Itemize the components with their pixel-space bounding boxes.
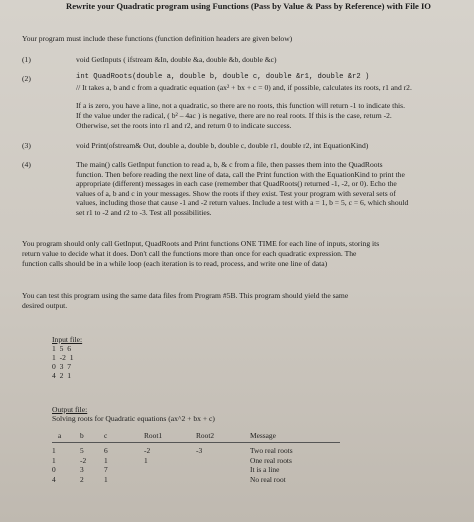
main-desc-line: appropriate (different) messages in each case (remember that QuadRoots() returned -1, -2, or 0). Echo the <box>76 179 397 188</box>
main-desc-line: values, including those that cause -1 and -2 return values. Include a test with a = 1, b = 5, c = 6, which should <box>76 198 409 207</box>
table-cell: 0 <box>52 465 56 475</box>
table-cell: 1 <box>52 455 56 465</box>
table-cell: 1 <box>104 474 108 484</box>
table-cell: Two real roots <box>250 446 293 455</box>
table-cell: 1 <box>104 455 108 465</box>
table-cell <box>196 475 250 485</box>
input-row: 1 5 6 <box>52 344 71 353</box>
table-cell: One real roots <box>250 455 292 465</box>
table-row <box>52 475 340 485</box>
column-header: c <box>104 430 144 443</box>
function-header-quadroots: int QuadRoots(double a, double b, double c, double &r1, double &r2 ) <box>76 73 370 81</box>
item-number: (2) <box>22 74 31 83</box>
table-cell <box>144 465 196 475</box>
input-file-label: Input file: <box>52 335 83 344</box>
table-cell: 4 <box>52 474 56 484</box>
paragraph-line: You can test this program using the same data files from Program #5B. This program should yield the same <box>22 291 349 300</box>
column-header: Root2 <box>196 430 250 443</box>
item-number: (4) <box>22 160 31 169</box>
item-number: (1) <box>22 55 31 64</box>
quadroots-desc-line: Otherwise, set the roots into r1 and r2, and return 0 to indicate success. <box>76 121 292 130</box>
table-header-row <box>52 430 340 443</box>
main-desc-line: The main() calls GetInput function to read a, b, & c from a file, then passes them into the QuadRoots <box>76 160 383 169</box>
table-row <box>52 443 340 456</box>
column-header: Message <box>250 430 340 443</box>
intro-text: Your program must include these functions (function definition headers are given below) <box>22 34 293 43</box>
table-cell: It is a line <box>250 465 280 475</box>
table-cell <box>196 456 250 466</box>
function-header-print: void Print(ofstream& Out, double a, double b, double c, double r1, double r2, int EquationKind) <box>76 141 369 150</box>
table-cell: 1 <box>52 446 56 455</box>
table-cell: 7 <box>104 465 108 475</box>
output-table <box>52 430 340 484</box>
input-row: 0 3 7 <box>52 362 71 371</box>
input-row: 4 2 1 <box>52 371 71 380</box>
main-desc-line: set r1 to -2 and r2 to -3. Test all possibilities. <box>76 207 212 217</box>
table-cell: 2 <box>80 474 84 484</box>
table-cell: 3 <box>80 465 84 475</box>
table-cell: 1 <box>144 455 148 465</box>
column-header: Root1 <box>144 430 196 443</box>
table-cell <box>144 475 196 485</box>
paragraph-line: desired output. <box>22 301 68 310</box>
item-number: (3) <box>22 141 31 150</box>
output-subtitle: Solving roots for Quadratic equations (ax^2 + bx + c) <box>52 414 215 423</box>
table-cell: -2 <box>80 455 87 465</box>
table-cell: 6 <box>104 446 108 455</box>
table-cell: -3 <box>196 446 203 455</box>
main-desc-line: function. Then before reading the next line of data, call the Print function with the EquationKind to print the <box>76 169 405 179</box>
paragraph-line: function calls should be in a while loop (each iteration is to read, process, and write one line of data) <box>22 259 328 268</box>
table-row <box>52 465 340 475</box>
quadroots-desc-line: If the value under the radical, ( b² – 4ac ) is negative, there are no real roots. If this is the case, return -2. <box>76 111 392 120</box>
paragraph-line: You program should only call GetInput, QuadRoots and Print functions ONE TIME for each line of inputs, storing its <box>22 239 380 248</box>
input-row: 1 -2 1 <box>52 353 74 362</box>
table-cell: No real root <box>250 474 286 484</box>
output-file-label: Output file: <box>52 405 88 414</box>
column-header: a <box>52 430 80 443</box>
page-title: Rewrite your Quadratic program using Functions (Pass by Value & Pass by Reference) with File IO <box>66 1 431 11</box>
function-header-getinputs: void GetInputs ( ifstream &In, double &a, double &b, double &c) <box>76 55 277 64</box>
table-cell: 5 <box>80 446 84 455</box>
quadroots-desc-line: If a is zero, you have a line, not a quadratic, so there are no roots, this function will return -1 to indicate this. <box>76 101 405 110</box>
table-row <box>52 456 340 466</box>
table-cell: -2 <box>144 446 151 455</box>
column-header: b <box>80 430 104 443</box>
main-desc-line: values of a, b and c in your messages. Show the roots if they exist. Test your program with several sets of <box>76 188 396 198</box>
table-cell <box>196 465 250 475</box>
paragraph-line: return value to decide what it does. Don't call the functions more than once for each quadratic expression. The <box>22 249 357 258</box>
quadroots-comment: // It takes a, b and c from a quadratic equation (ax² + bx + c = 0) and, if possible, calculates its roots, r1 and r2. <box>76 83 412 92</box>
